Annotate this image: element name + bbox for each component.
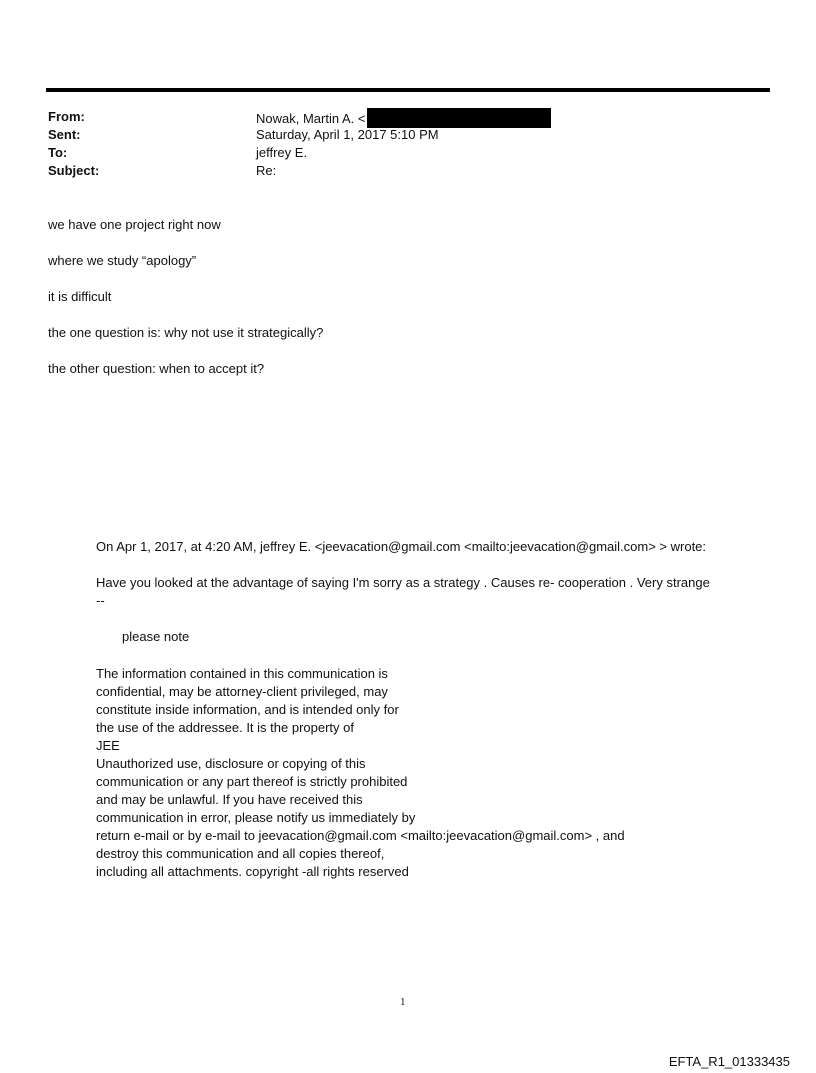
disclaimer-line: destroy this communication and all copies thereof, bbox=[96, 846, 385, 861]
body-line: the one question is: why not use it strategically? bbox=[48, 325, 324, 340]
disclaimer-line: communication in error, please notify us immediately by bbox=[96, 810, 416, 825]
sent-label: Sent: bbox=[48, 127, 81, 142]
disclaimer-line: JEE bbox=[96, 738, 120, 753]
to-label: To: bbox=[48, 145, 68, 160]
disclaimer-line: the use of the addressee. It is the property of bbox=[96, 720, 354, 735]
disclaimer-line: and may be unlawful. If you have received this bbox=[96, 792, 363, 807]
subject-row bbox=[48, 162, 748, 180]
disclaimer-line: return e-mail or by e-mail to jeevacation@gmail.com <mailto:jeevacation@gmail.com> , and bbox=[96, 828, 625, 843]
disclaimer-line: constitute inside information, and is intended only for bbox=[96, 702, 399, 717]
to-value: jeffrey E. bbox=[256, 145, 308, 160]
signature-separator: -- bbox=[96, 593, 105, 608]
disclaimer-line: communication or any part thereof is strictly prohibited bbox=[96, 774, 408, 789]
disclaimer-line: confidential, may be attorney-client privileged, may bbox=[96, 684, 388, 699]
from-label: From: bbox=[48, 109, 85, 124]
disclaimer-line: Unauthorized use, disclosure or copying of this bbox=[96, 756, 366, 771]
body-line: where we study “apology” bbox=[48, 253, 197, 268]
sent-row bbox=[48, 126, 748, 144]
body-line: it is difficult bbox=[48, 289, 112, 304]
to-row bbox=[48, 144, 748, 162]
subject-value: Re: bbox=[256, 163, 277, 178]
quoted-message: Have you looked at the advantage of saying I'm sorry as a strategy . Causes re- cooperation . Very strange bbox=[96, 575, 710, 590]
quoted-attribution: On Apr 1, 2017, at 4:20 AM, jeffrey E. <jeevacation@gmail.com <mailto:jeevacation@gmail.com> > wrote: bbox=[96, 539, 707, 554]
page-number: 1 bbox=[400, 996, 406, 1008]
header-divider bbox=[46, 88, 770, 92]
from-value bbox=[256, 108, 551, 128]
subject-label: Subject: bbox=[48, 163, 100, 178]
please-note: please note bbox=[122, 629, 190, 644]
document-id: EFTA_R1_01333435 bbox=[668, 1054, 790, 1069]
body-line: we have one project right now bbox=[48, 217, 221, 232]
redaction-bar bbox=[367, 108, 551, 128]
disclaimer-line: The information contained in this communication is bbox=[96, 666, 388, 681]
sent-value: Saturday, April 1, 2017 5:10 PM bbox=[256, 127, 439, 142]
body-line: the other question: when to accept it? bbox=[48, 361, 265, 376]
from-row bbox=[48, 108, 748, 126]
from-name: Nowak, Martin A. < bbox=[256, 111, 366, 126]
disclaimer bbox=[96, 665, 625, 881]
disclaimer-line: including all attachments. copyright -all rights reserved bbox=[96, 864, 409, 879]
